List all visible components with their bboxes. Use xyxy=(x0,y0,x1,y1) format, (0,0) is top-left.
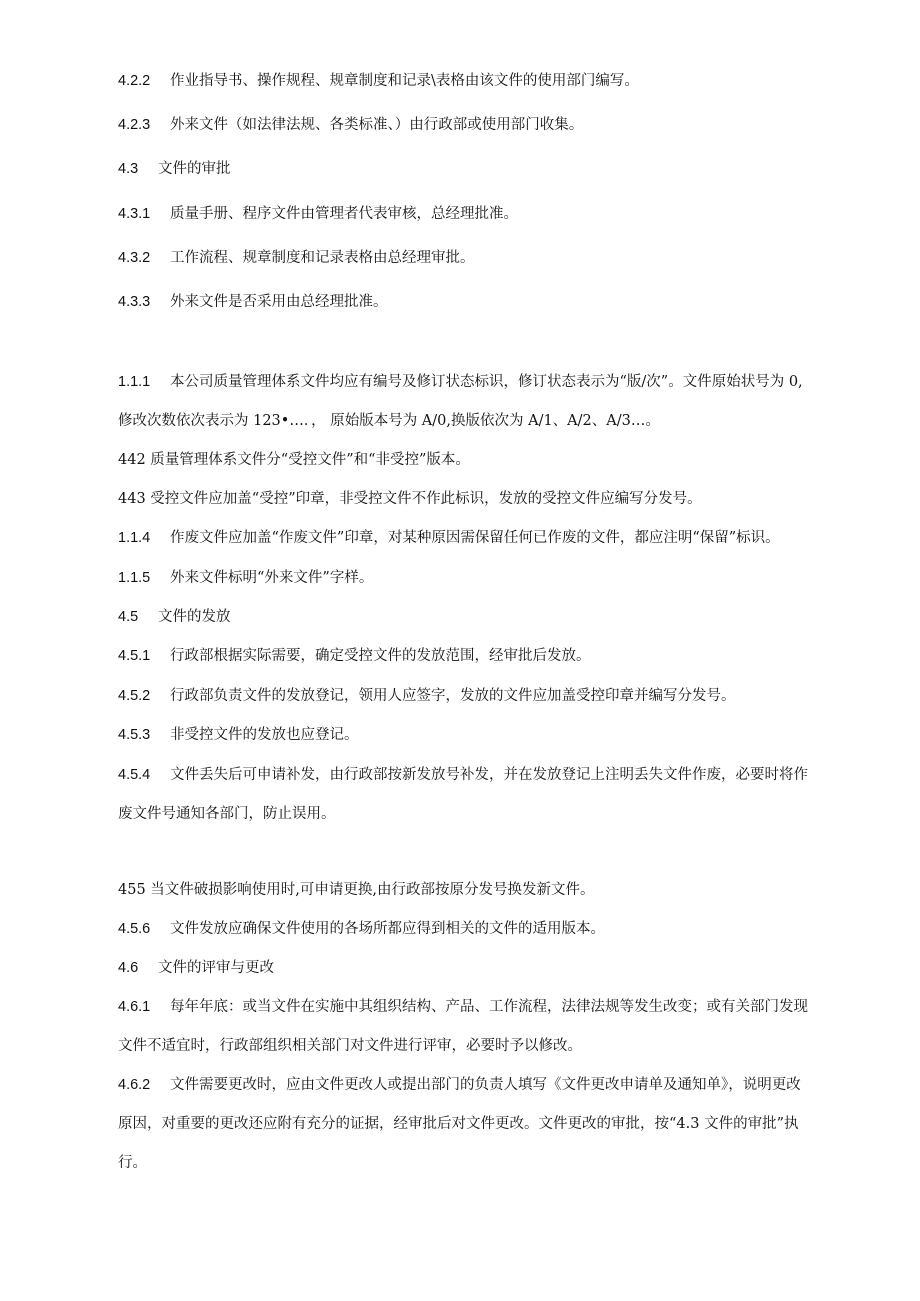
section-heading-4-3 xyxy=(118,159,850,179)
paragraph-text: 每年年底：或当文件在实施中其组织结构、产品、工作流程，法律法规等发生改变；或有关部门发现 xyxy=(170,999,808,1015)
paragraph-text: 质量手册、程序文件由管理者代表审核，总经理批准。 xyxy=(170,206,518,222)
paragraph-text: 原因，对重要的更改还应附有充分的证据，经审批后对文件更改。文件更改的审批，按“4.3 文件的审批”执 xyxy=(118,1116,799,1132)
paragraph-443 xyxy=(118,489,850,509)
section-heading-4-6 xyxy=(118,958,850,978)
section-title: 文件的发放 xyxy=(158,609,231,625)
section-number: 4.5.2 xyxy=(118,688,151,704)
paragraph-text: 行政部负责文件的发放登记，领用人应签字，发放的文件应加盖受控印章并编写分发号。 xyxy=(170,688,736,704)
paragraph-text: 作业指导书、操作规程、规章制度和记录\表格由该文件的使用部门编写。 xyxy=(170,73,639,89)
paragraph-text: 443 受控文件应加盖“受控”印章，非受控文件不作此标识，发放的受控文件应编写分发号。 xyxy=(118,491,702,507)
section-heading-4-5 xyxy=(118,607,850,627)
paragraph-442 xyxy=(118,450,850,470)
section-number: 4.3.3 xyxy=(118,294,151,310)
section-number: 4.2.3 xyxy=(118,117,151,133)
paragraph-4-6-2-continued xyxy=(118,1114,850,1134)
paragraph-text: 文件需要更改时，应由文件更改人或提出部门的负责人填写《文件更改申请单及通知单》，说明更改 xyxy=(170,1077,801,1093)
paragraph-text: 文件不适宜时，行政部组织相关部门对文件进行评审，必要时予以修改。 xyxy=(118,1038,582,1054)
paragraph-text: 行政部根据实际需要，确定受控文件的发放范围，经审批后发放。 xyxy=(170,648,591,664)
paragraph-text: 修改次数依次表示为 123•…．， 原始版本号为 A/0,换版依次为 A/1、A/2、A/3…。 xyxy=(118,413,660,429)
paragraph-4-5-2 xyxy=(118,686,850,706)
section-number: 4.6 xyxy=(118,960,139,976)
section-number: 4.3.2 xyxy=(118,250,151,266)
section-number: 1.1.5 xyxy=(118,570,151,586)
paragraph-text: 作废文件应加盖“作废文件”印章，对某种原因需保留任何已作废的文件，都应注明“保留”标识。 xyxy=(170,530,780,546)
section-number: 4.5 xyxy=(118,609,139,625)
paragraph-4-6-2 xyxy=(118,1075,850,1095)
paragraph-4-3-1 xyxy=(118,204,850,224)
section-number: 4.5.3 xyxy=(118,727,151,743)
section-number: 4.6.1 xyxy=(118,999,151,1015)
paragraph-4-5-6 xyxy=(118,919,850,939)
section-number: 4.2.2 xyxy=(118,73,151,89)
paragraph-4-6-1-continued xyxy=(118,1036,850,1056)
paragraph-1-1-4 xyxy=(118,528,850,548)
section-number: 1.1.1 xyxy=(118,374,151,390)
paragraph-4-2-3 xyxy=(118,115,850,135)
paragraph-text: 本公司质量管理体系文件均应有编号及修订状态标识，修订状态表示为“版/次”。文件原始状号为 0, xyxy=(170,374,803,390)
section-title: 文件的审批 xyxy=(158,161,231,177)
paragraph-text: 455 当文件破损影响使用时,可申请更换,由行政部按原分发号换发新文件。 xyxy=(118,882,595,898)
section-number: 1.1.4 xyxy=(118,530,151,546)
paragraph-4-5-1 xyxy=(118,646,850,666)
paragraph-4-6-1 xyxy=(118,997,850,1017)
paragraph-text: 文件丢失后可申请补发，由行政部按新发放号补发，并在发放登记上注明丢失文件作废，必要时将作 xyxy=(170,767,808,783)
paragraph-4-3-3 xyxy=(118,292,850,312)
paragraph-text: 外来文件标明“外来文件”字样。 xyxy=(170,570,374,586)
section-number: 4.6.2 xyxy=(118,1077,151,1093)
paragraph-4-5-4 xyxy=(118,765,850,785)
paragraph-text: 行。 xyxy=(118,1155,147,1171)
paragraph-text: 文件发放应确保文件使用的各场所都应得到相关的文件的适用版本。 xyxy=(170,921,605,937)
paragraph-4-2-2 xyxy=(118,71,850,91)
paragraph-text: 外来文件是否采用由总经理批准。 xyxy=(170,294,388,310)
paragraph-455 xyxy=(118,880,850,900)
paragraph-4-5-4-continued xyxy=(118,804,850,824)
section-number: 4.3.1 xyxy=(118,206,151,222)
section-number: 4.5.4 xyxy=(118,767,151,783)
paragraph-1-1-1 xyxy=(118,372,850,392)
paragraph-text: 442 质量管理体系文件分“受控文件”和“非受控”版本。 xyxy=(118,452,470,468)
section-number: 4.5.1 xyxy=(118,648,151,664)
paragraph-1-1-1-continued xyxy=(118,411,850,431)
section-title: 文件的评审与更改 xyxy=(158,960,274,976)
section-number: 4.3 xyxy=(118,161,139,177)
paragraph-4-6-2-continued-2 xyxy=(118,1153,850,1173)
section-number: 4.5.6 xyxy=(118,921,151,937)
paragraph-4-3-2 xyxy=(118,248,850,268)
paragraph-4-5-3 xyxy=(118,725,850,745)
paragraph-text: 废文件号通知各部门，防止误用。 xyxy=(118,806,336,822)
paragraph-text: 外来文件（如法律法规、各类标准、）由行政部或使用部门收集。 xyxy=(170,117,584,133)
paragraph-text: 工作流程、规章制度和记录表格由总经理审批。 xyxy=(170,250,475,266)
paragraph-1-1-5 xyxy=(118,568,850,588)
paragraph-text: 非受控文件的发放也应登记。 xyxy=(170,727,359,743)
